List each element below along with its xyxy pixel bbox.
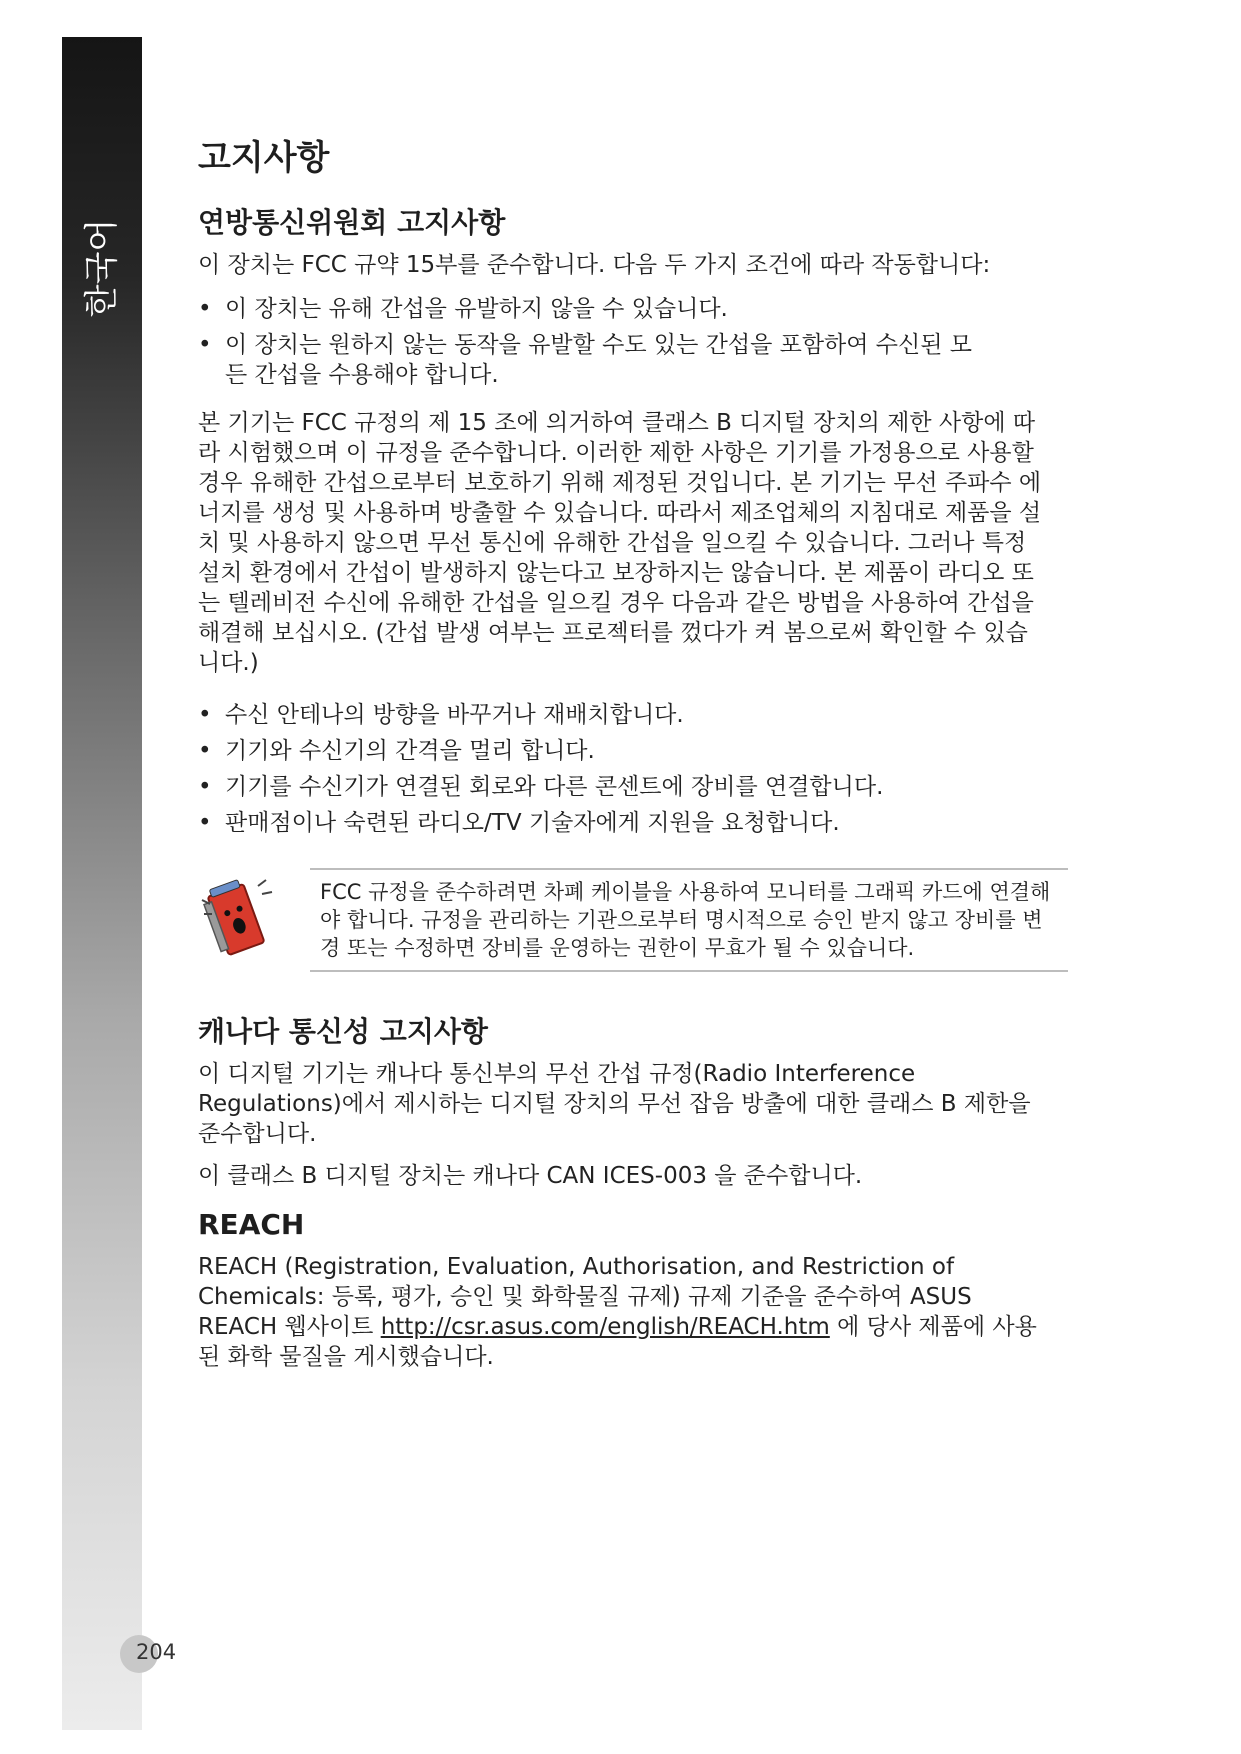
- list-item-text: 이 장치는 유해 간섭을 유발하지 않을 수 있습니다.: [225, 295, 728, 322]
- fcc-section: [198, 205, 1051, 972]
- canada-paragraph-1: 이 디지털 기기는 캐나다 통신부의 무선 간섭 규정(Radio Interference Regulations)에서 제시하는 디지털 장치의 무선 잡음 방출에 대한 클래스 B 제한을 준수합니다.: [198, 1060, 1031, 1147]
- warning-card-icon: [198, 874, 278, 964]
- reach-text-after: 에 당사 제품에 사용된 화학 물질을 게시했습니다.: [198, 1313, 1037, 1370]
- fcc-measures-list: [198, 700, 1043, 838]
- list-item-text: 수신 안테나의 방향을 바꾸거나 재배치합니다.: [225, 701, 684, 728]
- note-text: FCC 규정을 준수하려면 차폐 케이블을 사용하여 모니터를 그래픽 카드에 연결해야 합니다. 규정을 관리하는 기관으로부터 명시적으로 승인 받지 않고 장비를 변경 또는 수정하면 장비를 운영하는 권한이 무효가 될 수 있습니다.: [320, 879, 1051, 960]
- reach-link[interactable]: http://csr.asus.com/english/REACH.htm: [380, 1313, 830, 1340]
- note-text-container: [310, 868, 1068, 972]
- list-item: [198, 772, 1043, 802]
- page-number: 204: [136, 1640, 177, 1664]
- bullet-icon: •: [198, 701, 212, 728]
- list-item: [198, 330, 1043, 390]
- list-item-text: 기기를 수신기가 연결된 회로와 다른 콘센트에 장비를 연결합니다.: [225, 773, 884, 800]
- list-item: [198, 808, 1043, 838]
- list-item-text: 기기와 수신기의 간격을 멀리 합니다.: [225, 737, 595, 764]
- bullet-icon: •: [198, 737, 212, 764]
- main-content: [198, 138, 1051, 1384]
- canada-paragraph-2: 이 클래스 B 디지털 장치는 캐나다 CAN ICES-003 을 준수합니다.: [198, 1162, 863, 1189]
- sidebar-language-text: 한국어: [82, 218, 122, 318]
- fcc-body: 본 기기는 FCC 규정의 제 15 조에 의거하여 클래스 B 디지털 장치의 제한 사항에 따라 시험했으며 이 규정을 준수합니다. 이러한 제한 사항은 기기를 가정용으로 사용할 경우 유해한 간섭으로부터 보호하기 위해 제정된 것입니다. 본 기기는 무선 주파수 에너지를 생성 및 사용하며 방출할 수 있습니다. 따라서 제조업체의 지침대로 제품을 설치 및 사용하지 않으면 무선 통신에 유해한 간섭을 일으킬 수 있습니다. 그러나 특정 설치 환경에서 간섭이 발생하지 않는다고 보장하지는 않습니다. 본 제품이 라디오 또는 텔레비전 수신에 유해한 간섭을 일으킬 경우 다음과 같은 방법을 사용하여 간섭을 해결해 보십시오. (간섭 발생 여부는 프로젝터를 껐다가 켜 봄으로써 확인할 수 있습니다.): [198, 409, 1042, 676]
- note-box: [198, 868, 1051, 972]
- list-item: [198, 294, 1043, 324]
- fcc-conditions-list: [198, 294, 1043, 390]
- reach-section: [198, 1207, 1043, 1372]
- reach-paragraph: [198, 1252, 1043, 1372]
- list-item: [198, 736, 1043, 766]
- bullet-icon: •: [198, 809, 212, 836]
- canada-heading: 캐나다 통신성 고지사항: [198, 1014, 488, 1048]
- sidebar-language-label: [80, 212, 124, 324]
- list-item: [198, 700, 1043, 730]
- fcc-intro: 이 장치는 FCC 규약 15부를 준수합니다. 다음 두 가지 조건에 따라 작동합니다:: [198, 251, 991, 278]
- reach-heading: REACH: [198, 1207, 305, 1241]
- canada-section: [198, 1014, 1043, 1191]
- reach-text-before: REACH (Registration, Evaluation, Authorisation, and Restriction of Chemicals: 등록, 평가, 승인 및 화학물질 규제) 규제 기준을 준수하여 ASUS REACH 웹사이트: [198, 1253, 972, 1340]
- page-title: 고지사항: [198, 138, 330, 178]
- list-item-text: 판매점이나 숙련된 라디오/TV 기술자에게 지원을 요청합니다.: [225, 809, 840, 836]
- fcc-heading: 연방통신위원회 고지사항: [198, 205, 506, 239]
- bullet-icon: •: [198, 773, 212, 800]
- bullet-icon: •: [198, 295, 212, 322]
- list-item-text: 이 장치는 원하지 않는 동작을 유발할 수도 있는 간섭을 포함하여 수신된 모든 간섭을 수용해야 합니다.: [225, 331, 972, 388]
- bullet-icon: •: [198, 331, 212, 358]
